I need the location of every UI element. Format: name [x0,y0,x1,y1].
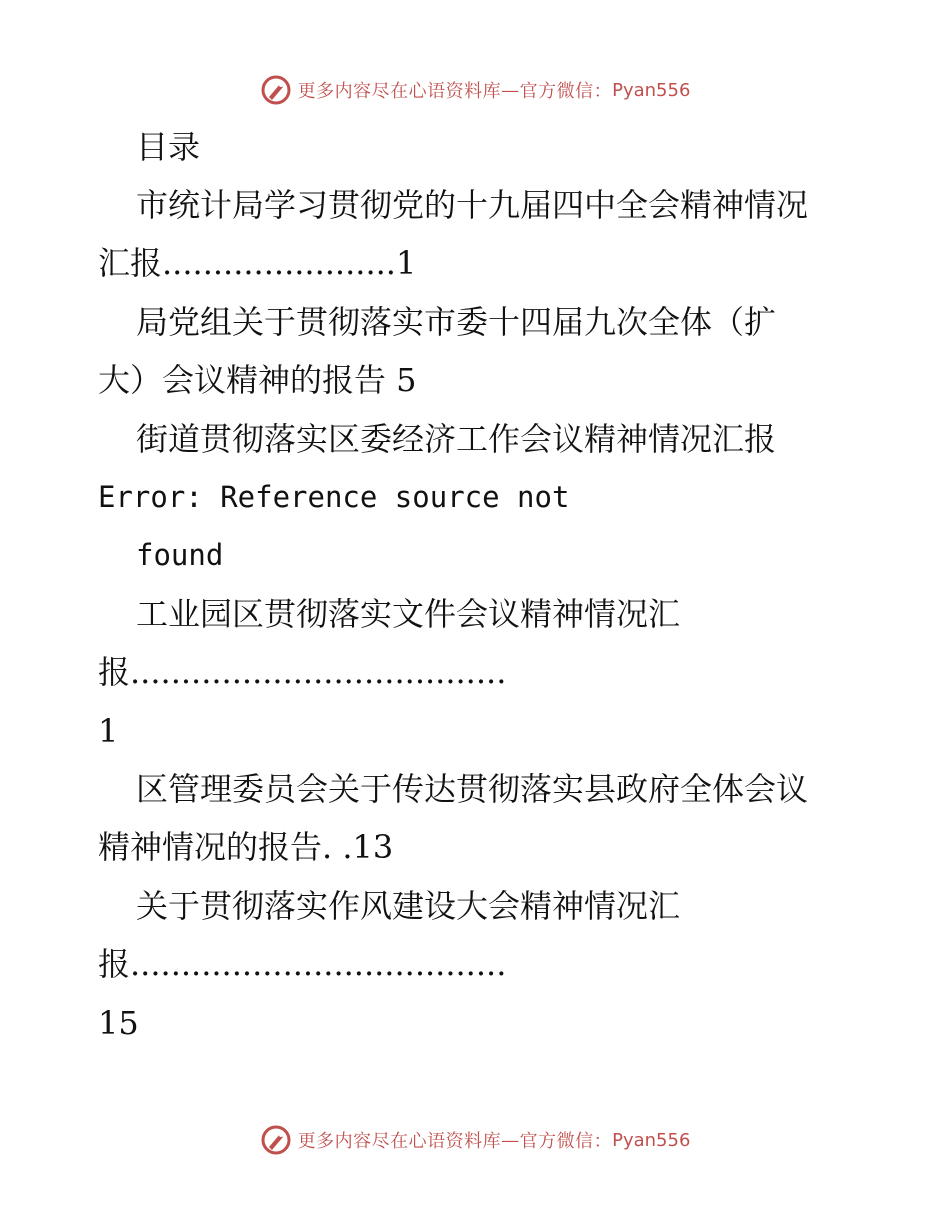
toc-entry-line: 工业园区贯彻落实文件会议精神情况汇 [136,595,681,633]
toc-entry-line: 汇报.......................1 [98,244,417,282]
header-watermark [0,70,950,110]
watermark-wechat-label: 官方微信： [519,81,613,102]
watermark-site-text: 更多内容尽在心语资料库 [297,1131,502,1152]
pen-circle-logo-icon [260,1124,292,1156]
toc-entry-line: 关于贯彻落实作风建设大会精神情况汇 [136,887,681,925]
toc-error-line: Error: Reference source not [98,480,570,514]
footer-watermark [0,1120,950,1160]
pen-circle-logo-icon [260,74,292,106]
toc-entry-line: 市统计局学习贯彻党的十九届四中全会精神情况 [136,186,809,224]
toc-entry-line: 大）会议精神的报告 5 [98,361,417,399]
watermark-wechat-id: Pyan556 [612,1129,691,1151]
toc-title: 目录 [136,128,201,166]
toc-entry-line: 区管理委员会关于传达贯彻落实县政府全体会议 [136,770,809,808]
toc-entry-line: 街道贯彻落实区委经济工作会议精神情况汇报 [136,420,777,458]
toc-entry-line: 报..................................... [98,653,507,691]
watermark-dash: — [501,79,520,101]
toc-page-number: 15 [98,1004,139,1042]
watermark-dash: — [501,1129,520,1151]
toc-entry-line: 报..................................... [98,945,507,983]
watermark-wechat-label: 官方微信： [519,1131,613,1152]
watermark-site-text: 更多内容尽在心语资料库 [297,81,502,102]
toc-entry-line: 精神情况的报告. .13 [98,828,394,866]
toc-error-line: found [136,538,224,572]
watermark-wechat-id: Pyan556 [612,79,691,101]
toc-entry-line: 局党组关于贯彻落实市委十四届九次全体（扩 [136,303,777,341]
toc-page-number: 1 [98,712,119,750]
